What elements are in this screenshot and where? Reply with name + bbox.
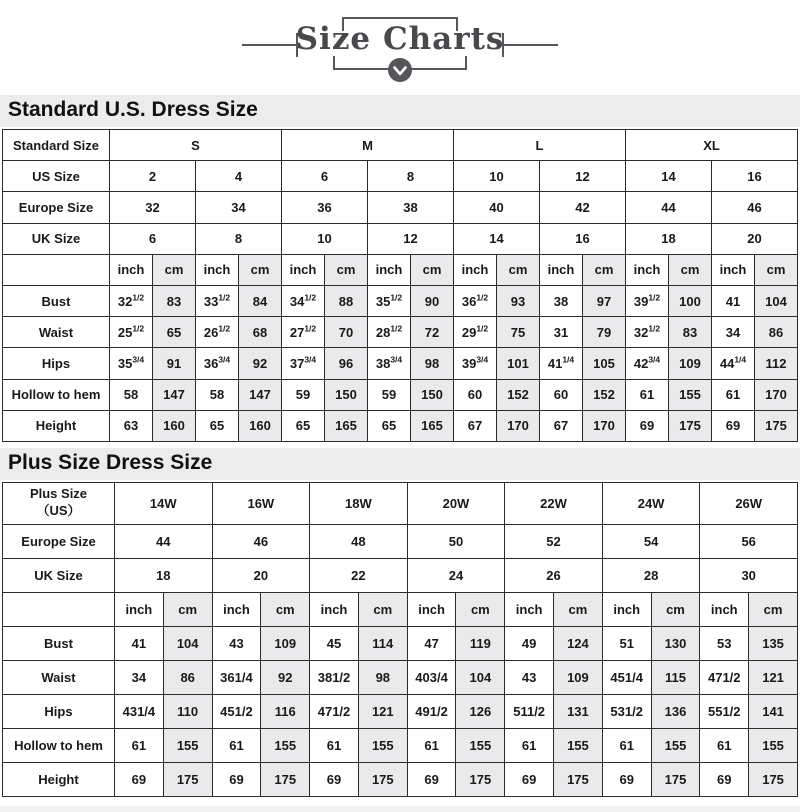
standard-size-table bbox=[2, 129, 798, 442]
value-cell: 43 bbox=[212, 626, 261, 660]
value-cell: 112 bbox=[755, 348, 798, 379]
value-cell: 8 bbox=[196, 223, 282, 254]
value-cell: $29^{1/2}$ bbox=[454, 317, 497, 348]
value-cell: $34^{1/2}$ bbox=[282, 285, 325, 316]
value-cell: $27^{1/2}$ bbox=[282, 317, 325, 348]
size-group-cell: XL bbox=[626, 130, 798, 161]
value-cell: 86 bbox=[163, 660, 212, 694]
value-cell: 126 bbox=[456, 694, 505, 728]
size-group-cell: 16W bbox=[212, 482, 310, 524]
value-cell: $35^{1/2}$ bbox=[368, 285, 411, 316]
value-cell: 18 bbox=[626, 223, 712, 254]
unit-cell: inch bbox=[282, 254, 325, 285]
row-label-cell: Plus Size （US） bbox=[3, 482, 115, 524]
value-cell: 361/4 bbox=[212, 660, 261, 694]
size-group-cell: 20W bbox=[407, 482, 505, 524]
unit-cell: cm bbox=[755, 254, 798, 285]
value-cell: 88 bbox=[325, 285, 368, 316]
value-cell: 121 bbox=[358, 694, 407, 728]
unit-cell: inch bbox=[407, 592, 456, 626]
value-cell: 91 bbox=[153, 348, 196, 379]
value-cell: 24 bbox=[407, 558, 505, 592]
value-cell: 175 bbox=[749, 762, 798, 796]
value-cell: 131 bbox=[554, 694, 603, 728]
value-cell: 16 bbox=[712, 161, 798, 192]
value-cell: 6 bbox=[110, 223, 196, 254]
value-cell: 451/2 bbox=[212, 694, 261, 728]
unit-cell: inch bbox=[454, 254, 497, 285]
value-cell: 65 bbox=[196, 410, 239, 441]
row-label-cell: Hollow to hem bbox=[3, 728, 115, 762]
value-cell: 54 bbox=[602, 524, 700, 558]
unit-cell: cm bbox=[651, 592, 700, 626]
value-cell: 115 bbox=[651, 660, 700, 694]
value-cell: 90 bbox=[411, 285, 454, 316]
row-label-cell: Europe Size bbox=[3, 524, 115, 558]
value-cell: 109 bbox=[261, 626, 310, 660]
value-cell: 121 bbox=[749, 660, 798, 694]
value-cell: 48 bbox=[310, 524, 408, 558]
value-cell: 44 bbox=[115, 524, 213, 558]
row-label-cell bbox=[3, 254, 110, 285]
value-cell: 110 bbox=[163, 694, 212, 728]
value-cell: 92 bbox=[261, 660, 310, 694]
value-cell: 84 bbox=[239, 285, 282, 316]
plus-size-table bbox=[2, 482, 798, 797]
value-cell: 44 bbox=[626, 192, 712, 223]
value-cell: 59 bbox=[368, 379, 411, 410]
unit-cell: inch bbox=[540, 254, 583, 285]
value-cell: 8 bbox=[368, 161, 454, 192]
value-cell: 152 bbox=[497, 379, 540, 410]
value-cell: $33^{1/2}$ bbox=[196, 285, 239, 316]
row-label-cell bbox=[3, 592, 115, 626]
value-cell: 72 bbox=[411, 317, 454, 348]
value-cell: 105 bbox=[583, 348, 626, 379]
size-group-cell: 24W bbox=[602, 482, 700, 524]
value-cell: 67 bbox=[454, 410, 497, 441]
unit-cell: cm bbox=[163, 592, 212, 626]
value-cell: 41 bbox=[115, 626, 164, 660]
row-label-cell: Hips bbox=[3, 694, 115, 728]
value-cell: 147 bbox=[239, 379, 282, 410]
value-cell: 175 bbox=[261, 762, 310, 796]
value-cell: 60 bbox=[540, 379, 583, 410]
unit-cell: cm bbox=[749, 592, 798, 626]
row-label-cell: UK Size bbox=[3, 223, 110, 254]
value-cell: 136 bbox=[651, 694, 700, 728]
page-title: Size Charts bbox=[295, 21, 505, 57]
value-cell: 26 bbox=[505, 558, 603, 592]
unit-cell: cm bbox=[669, 254, 712, 285]
unit-cell: cm bbox=[153, 254, 196, 285]
unit-cell: inch bbox=[212, 592, 261, 626]
value-cell: 491/2 bbox=[407, 694, 456, 728]
value-cell: 531/2 bbox=[602, 694, 651, 728]
value-cell: 51 bbox=[602, 626, 651, 660]
plus-size-heading: Plus Size Dress Size bbox=[0, 448, 800, 480]
value-cell: 551/2 bbox=[700, 694, 749, 728]
unit-cell: inch bbox=[602, 592, 651, 626]
size-group-cell: 22W bbox=[505, 482, 603, 524]
value-cell: 98 bbox=[358, 660, 407, 694]
row-label-cell: Waist bbox=[3, 317, 110, 348]
value-cell: 58 bbox=[110, 379, 153, 410]
value-cell: 40 bbox=[454, 192, 540, 223]
value-cell: 155 bbox=[749, 728, 798, 762]
value-cell: 59 bbox=[282, 379, 325, 410]
value-cell: $28^{1/2}$ bbox=[368, 317, 411, 348]
value-cell: 18 bbox=[115, 558, 213, 592]
value-cell: 68 bbox=[239, 317, 282, 348]
unit-cell: inch bbox=[115, 592, 164, 626]
value-cell: $39^{3/4}$ bbox=[454, 348, 497, 379]
value-cell: $37^{3/4}$ bbox=[282, 348, 325, 379]
value-cell: 69 bbox=[115, 762, 164, 796]
value-cell: 155 bbox=[554, 728, 603, 762]
value-cell: 175 bbox=[651, 762, 700, 796]
value-cell: 49 bbox=[505, 626, 554, 660]
value-cell: 61 bbox=[505, 728, 554, 762]
value-cell: 47 bbox=[407, 626, 456, 660]
value-cell: 36 bbox=[282, 192, 368, 223]
value-cell: 79 bbox=[583, 317, 626, 348]
value-cell: 403/4 bbox=[407, 660, 456, 694]
value-cell: 65 bbox=[282, 410, 325, 441]
value-cell: $44^{1/4}$ bbox=[712, 348, 755, 379]
size-group-cell: L bbox=[454, 130, 626, 161]
value-cell: 14 bbox=[454, 223, 540, 254]
value-cell: 34 bbox=[196, 192, 282, 223]
value-cell: 155 bbox=[261, 728, 310, 762]
value-cell: $42^{3/4}$ bbox=[626, 348, 669, 379]
value-cell: 98 bbox=[411, 348, 454, 379]
value-cell: 20 bbox=[712, 223, 798, 254]
value-cell: 124 bbox=[554, 626, 603, 660]
unit-cell: inch bbox=[196, 254, 239, 285]
value-cell: 63 bbox=[110, 410, 153, 441]
value-cell: 16 bbox=[540, 223, 626, 254]
value-cell: 69 bbox=[626, 410, 669, 441]
value-cell: 69 bbox=[310, 762, 359, 796]
size-group-cell: S bbox=[110, 130, 282, 161]
unit-cell: inch bbox=[310, 592, 359, 626]
value-cell: 61 bbox=[602, 728, 651, 762]
standard-size-heading: Standard U.S. Dress Size bbox=[0, 95, 800, 127]
value-cell: 155 bbox=[651, 728, 700, 762]
value-cell: 150 bbox=[411, 379, 454, 410]
value-cell: 175 bbox=[456, 762, 505, 796]
value-cell: 83 bbox=[669, 317, 712, 348]
unit-cell: inch bbox=[368, 254, 411, 285]
value-cell: 6 bbox=[282, 161, 368, 192]
value-cell: 104 bbox=[163, 626, 212, 660]
unit-cell: cm bbox=[583, 254, 626, 285]
value-cell: 175 bbox=[755, 410, 798, 441]
value-cell: 41 bbox=[712, 285, 755, 316]
row-label-cell: Bust bbox=[3, 285, 110, 316]
value-cell: 61 bbox=[115, 728, 164, 762]
value-cell: 30 bbox=[700, 558, 798, 592]
standard-size-section bbox=[0, 95, 800, 442]
value-cell: $35^{3/4}$ bbox=[110, 348, 153, 379]
value-cell: 109 bbox=[669, 348, 712, 379]
value-cell: 114 bbox=[358, 626, 407, 660]
row-label-cell: Bust bbox=[3, 626, 115, 660]
value-cell: 61 bbox=[407, 728, 456, 762]
value-cell: 141 bbox=[749, 694, 798, 728]
unit-cell: cm bbox=[325, 254, 368, 285]
value-cell: 42 bbox=[540, 192, 626, 223]
value-cell: 45 bbox=[310, 626, 359, 660]
value-cell: 22 bbox=[310, 558, 408, 592]
chevron-down-icon bbox=[387, 57, 413, 83]
value-cell: $32^{1/2}$ bbox=[110, 285, 153, 316]
value-cell: 86 bbox=[755, 317, 798, 348]
value-cell: 152 bbox=[583, 379, 626, 410]
value-cell: 46 bbox=[712, 192, 798, 223]
value-cell: 10 bbox=[454, 161, 540, 192]
value-cell: 53 bbox=[700, 626, 749, 660]
value-cell: $39^{1/2}$ bbox=[626, 285, 669, 316]
value-cell: 170 bbox=[497, 410, 540, 441]
value-cell: 38 bbox=[540, 285, 583, 316]
unit-cell: inch bbox=[505, 592, 554, 626]
value-cell: 34 bbox=[712, 317, 755, 348]
value-cell: 61 bbox=[700, 728, 749, 762]
value-cell: 155 bbox=[163, 728, 212, 762]
value-cell: 38 bbox=[368, 192, 454, 223]
value-cell: $36^{3/4}$ bbox=[196, 348, 239, 379]
value-cell: 83 bbox=[153, 285, 196, 316]
value-cell: 50 bbox=[407, 524, 505, 558]
value-cell: $41^{1/4}$ bbox=[540, 348, 583, 379]
value-cell: 65 bbox=[153, 317, 196, 348]
value-cell: 175 bbox=[554, 762, 603, 796]
value-cell: 116 bbox=[261, 694, 310, 728]
value-cell: 4 bbox=[196, 161, 282, 192]
value-cell: 101 bbox=[497, 348, 540, 379]
value-cell: 175 bbox=[358, 762, 407, 796]
unit-cell: inch bbox=[712, 254, 755, 285]
value-cell: 70 bbox=[325, 317, 368, 348]
unit-cell: inch bbox=[700, 592, 749, 626]
size-group-cell: 18W bbox=[310, 482, 408, 524]
value-cell: 28 bbox=[602, 558, 700, 592]
value-cell: 471/2 bbox=[310, 694, 359, 728]
row-label-cell: Waist bbox=[3, 660, 115, 694]
value-cell: 31 bbox=[540, 317, 583, 348]
value-cell: 175 bbox=[669, 410, 712, 441]
row-label-cell: US Size bbox=[3, 161, 110, 192]
unit-cell: inch bbox=[110, 254, 153, 285]
value-cell: 96 bbox=[325, 348, 368, 379]
value-cell: 147 bbox=[153, 379, 196, 410]
row-label-cell: UK Size bbox=[3, 558, 115, 592]
unit-cell: cm bbox=[358, 592, 407, 626]
value-cell: 175 bbox=[163, 762, 212, 796]
value-cell: 69 bbox=[602, 762, 651, 796]
value-cell: 69 bbox=[712, 410, 755, 441]
value-cell: 14 bbox=[626, 161, 712, 192]
value-cell: 56 bbox=[700, 524, 798, 558]
value-cell: 170 bbox=[583, 410, 626, 441]
value-cell: 2 bbox=[110, 161, 196, 192]
unit-cell: cm bbox=[497, 254, 540, 285]
value-cell: 471/2 bbox=[700, 660, 749, 694]
value-cell: 93 bbox=[497, 285, 540, 316]
value-cell: 160 bbox=[153, 410, 196, 441]
decorative-header bbox=[0, 0, 800, 92]
value-cell: 160 bbox=[239, 410, 282, 441]
value-cell: 97 bbox=[583, 285, 626, 316]
value-cell: 65 bbox=[368, 410, 411, 441]
value-cell: 104 bbox=[755, 285, 798, 316]
value-cell: 100 bbox=[669, 285, 712, 316]
unit-cell: cm bbox=[554, 592, 603, 626]
row-label-cell: Standard Size bbox=[3, 130, 110, 161]
value-cell: 46 bbox=[212, 524, 310, 558]
plus-size-section bbox=[0, 448, 800, 797]
value-cell: 170 bbox=[755, 379, 798, 410]
value-cell: 32 bbox=[110, 192, 196, 223]
value-cell: 12 bbox=[540, 161, 626, 192]
value-cell: 431/4 bbox=[115, 694, 164, 728]
value-cell: 61 bbox=[212, 728, 261, 762]
value-cell: $38^{3/4}$ bbox=[368, 348, 411, 379]
value-cell: 155 bbox=[358, 728, 407, 762]
unit-cell: cm bbox=[456, 592, 505, 626]
value-cell: 67 bbox=[540, 410, 583, 441]
size-group-cell: M bbox=[282, 130, 454, 161]
value-cell: $26^{1/2}$ bbox=[196, 317, 239, 348]
value-cell: 119 bbox=[456, 626, 505, 660]
value-cell: 60 bbox=[454, 379, 497, 410]
value-cell: $32^{1/2}$ bbox=[626, 317, 669, 348]
bottom-strip bbox=[0, 806, 800, 812]
value-cell: 61 bbox=[310, 728, 359, 762]
value-cell: 58 bbox=[196, 379, 239, 410]
value-cell: 69 bbox=[700, 762, 749, 796]
value-cell: 511/2 bbox=[505, 694, 554, 728]
size-group-cell: 14W bbox=[115, 482, 213, 524]
value-cell: 165 bbox=[325, 410, 368, 441]
value-cell: 52 bbox=[505, 524, 603, 558]
value-cell: 155 bbox=[669, 379, 712, 410]
unit-cell: cm bbox=[411, 254, 454, 285]
value-cell: 165 bbox=[411, 410, 454, 441]
value-cell: 130 bbox=[651, 626, 700, 660]
value-cell: 150 bbox=[325, 379, 368, 410]
value-cell: 381/2 bbox=[310, 660, 359, 694]
value-cell: 34 bbox=[115, 660, 164, 694]
unit-cell: inch bbox=[626, 254, 669, 285]
value-cell: 69 bbox=[407, 762, 456, 796]
size-group-cell: 26W bbox=[700, 482, 798, 524]
value-cell: 75 bbox=[497, 317, 540, 348]
unit-cell: cm bbox=[239, 254, 282, 285]
row-label-cell: Europe Size bbox=[3, 192, 110, 223]
value-cell: 155 bbox=[456, 728, 505, 762]
value-cell: 69 bbox=[212, 762, 261, 796]
value-cell: 43 bbox=[505, 660, 554, 694]
value-cell: $25^{1/2}$ bbox=[110, 317, 153, 348]
value-cell: 61 bbox=[626, 379, 669, 410]
value-cell: 135 bbox=[749, 626, 798, 660]
value-cell: 451/4 bbox=[602, 660, 651, 694]
value-cell: 20 bbox=[212, 558, 310, 592]
row-label-cell: Height bbox=[3, 410, 110, 441]
row-label-cell: Height bbox=[3, 762, 115, 796]
value-cell: 61 bbox=[712, 379, 755, 410]
value-cell: 92 bbox=[239, 348, 282, 379]
unit-cell: cm bbox=[261, 592, 310, 626]
row-label-cell: Hollow to hem bbox=[3, 379, 110, 410]
value-cell: 12 bbox=[368, 223, 454, 254]
value-cell: 10 bbox=[282, 223, 368, 254]
value-cell: $36^{1/2}$ bbox=[454, 285, 497, 316]
row-label-cell: Hips bbox=[3, 348, 110, 379]
value-cell: 69 bbox=[505, 762, 554, 796]
value-cell: 104 bbox=[456, 660, 505, 694]
value-cell: 109 bbox=[554, 660, 603, 694]
